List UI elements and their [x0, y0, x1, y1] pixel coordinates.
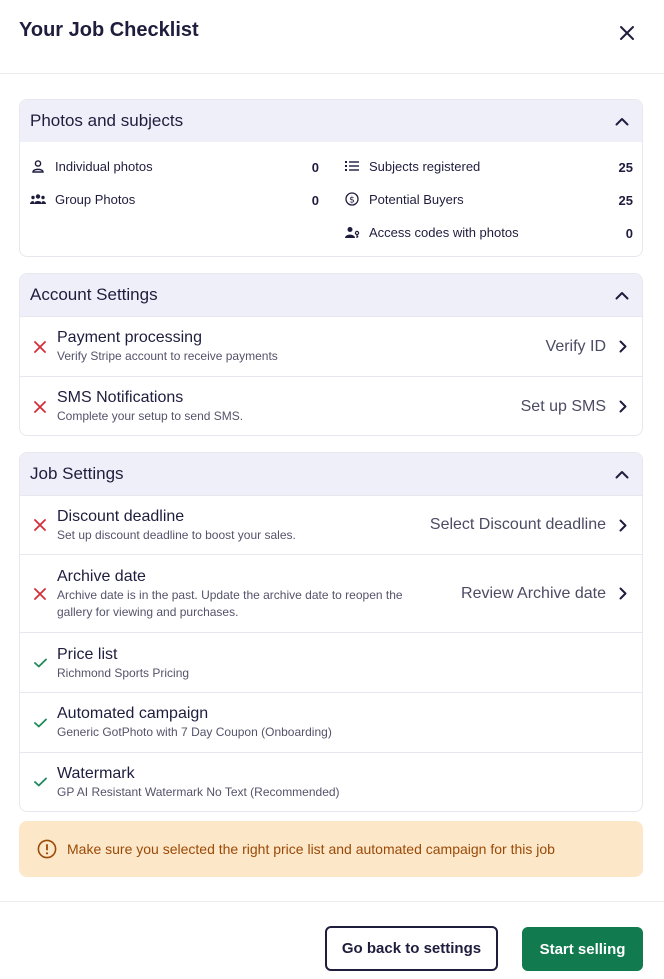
x-icon [32, 586, 48, 602]
row-subtitle: Generic GotPhoto with 7 Day Coupon (Onboarding) [57, 725, 332, 739]
stat-label: Access codes with photos [369, 224, 519, 240]
row-subtitle-line-1: Archive date is in the past. Update the archive date to reopen the [57, 588, 403, 602]
chevron-right-icon [618, 400, 628, 414]
job-settings-section [19, 452, 643, 812]
chevron-right-icon [618, 340, 628, 354]
section-title: Account Settings [30, 285, 158, 304]
checklist-row-payment[interactable] [20, 316, 642, 376]
stat-group-photos [30, 191, 135, 207]
stat-value: 25 [618, 160, 633, 175]
row-text [57, 764, 340, 801]
checklist-row-price-list [20, 632, 642, 692]
dialog-header [0, 0, 664, 74]
chevron-up-icon[interactable] [614, 466, 630, 482]
stat-value: 0 [625, 226, 633, 241]
checklist-row-automated-campaign [20, 692, 642, 752]
start-selling-button[interactable]: Start selling [522, 927, 643, 971]
chevron-up-icon[interactable] [614, 287, 630, 303]
set-up-sms-link[interactable] [521, 398, 628, 416]
select-discount-deadline-link[interactable] [430, 516, 628, 534]
dialog-footer [0, 901, 664, 979]
row-text [57, 328, 278, 365]
checklist-row-watermark [20, 752, 642, 811]
photos-stats [20, 142, 642, 257]
account-section-header[interactable] [20, 274, 642, 316]
list-icon [344, 158, 360, 174]
row-subtitle: Complete your setup to send SMS. [57, 409, 244, 423]
row-text [57, 388, 243, 425]
stat-value: 25 [618, 193, 633, 208]
job-section-header[interactable] [20, 453, 642, 495]
row-subtitle-line-2: gallery for viewing and purchases. [57, 605, 239, 619]
row-title: Payment processing [57, 329, 202, 346]
row-action-label: Set up SMS [520, 397, 606, 415]
x-icon [32, 339, 48, 355]
person-icon [30, 158, 46, 174]
notice-text: Make sure you selected the right price list and automated campaign for this job [67, 841, 555, 857]
stat-label: Individual photos [55, 158, 153, 174]
account-settings-section [19, 273, 643, 436]
close-icon [619, 25, 635, 41]
close-button[interactable] [614, 20, 640, 46]
row-title: SMS Notifications [57, 389, 184, 406]
section-title: Job Settings [30, 464, 124, 483]
stat-value: 0 [311, 160, 319, 175]
verify-id-link[interactable] [546, 338, 628, 356]
warning-notice [19, 821, 643, 877]
chevron-up-icon[interactable] [614, 113, 630, 129]
row-subtitle: Set up discount deadline to boost your sales. [57, 528, 296, 542]
check-icon [32, 715, 48, 731]
info-circle-icon [36, 838, 58, 860]
row-action-label: Select Discount deadline [429, 516, 606, 533]
dialog-title: Your Job Checklist [19, 19, 199, 41]
row-action-label: Review Archive date [461, 584, 606, 602]
check-icon [32, 655, 48, 671]
svg-text:$: $ [349, 195, 355, 206]
row-text [57, 704, 332, 741]
checklist-row-sms[interactable] [20, 376, 642, 436]
checklist-row-discount-deadline[interactable] [20, 495, 642, 554]
x-icon [32, 399, 48, 415]
stat-label: Potential Buyers [369, 191, 464, 207]
stat-label: Subjects registered [369, 158, 481, 174]
chevron-right-icon [618, 587, 628, 601]
group-icon [30, 191, 46, 207]
row-text [57, 567, 403, 621]
row-title: Archive date [57, 568, 146, 585]
row-text [57, 645, 189, 682]
person-key-icon [344, 224, 360, 240]
row-subtitle: Verify Stripe account to receive payments [57, 349, 278, 363]
section-title: Photos and subjects [30, 111, 184, 130]
row-subtitle: Richmond Sports Pricing [57, 666, 190, 680]
stat-individual-photos [30, 158, 153, 174]
row-text [57, 507, 296, 544]
stat-value: 0 [311, 193, 319, 208]
stat-subjects-registered [344, 158, 480, 174]
chevron-right-icon [618, 518, 628, 532]
photos-subjects-section [19, 99, 643, 257]
stat-potential-buyers [344, 191, 464, 207]
dollar-circle-icon [344, 191, 360, 207]
go-back-to-settings-button[interactable]: Go back to settings [325, 926, 498, 971]
check-icon [32, 774, 48, 790]
row-title: Discount deadline [57, 508, 185, 525]
stat-label: Group Photos [55, 191, 136, 207]
row-title: Automated campaign [57, 705, 209, 722]
row-action-label: Verify ID [545, 337, 606, 355]
stat-access-codes [344, 224, 519, 240]
row-subtitle: GP AI Resistant Watermark No Text (Recommended) [57, 785, 340, 799]
row-title: Watermark [57, 765, 135, 782]
checklist-row-archive-date[interactable] [20, 554, 642, 632]
row-title: Price list [57, 646, 118, 663]
review-archive-date-link[interactable] [461, 585, 628, 603]
photos-section-header[interactable] [20, 100, 642, 142]
x-icon [32, 517, 48, 533]
